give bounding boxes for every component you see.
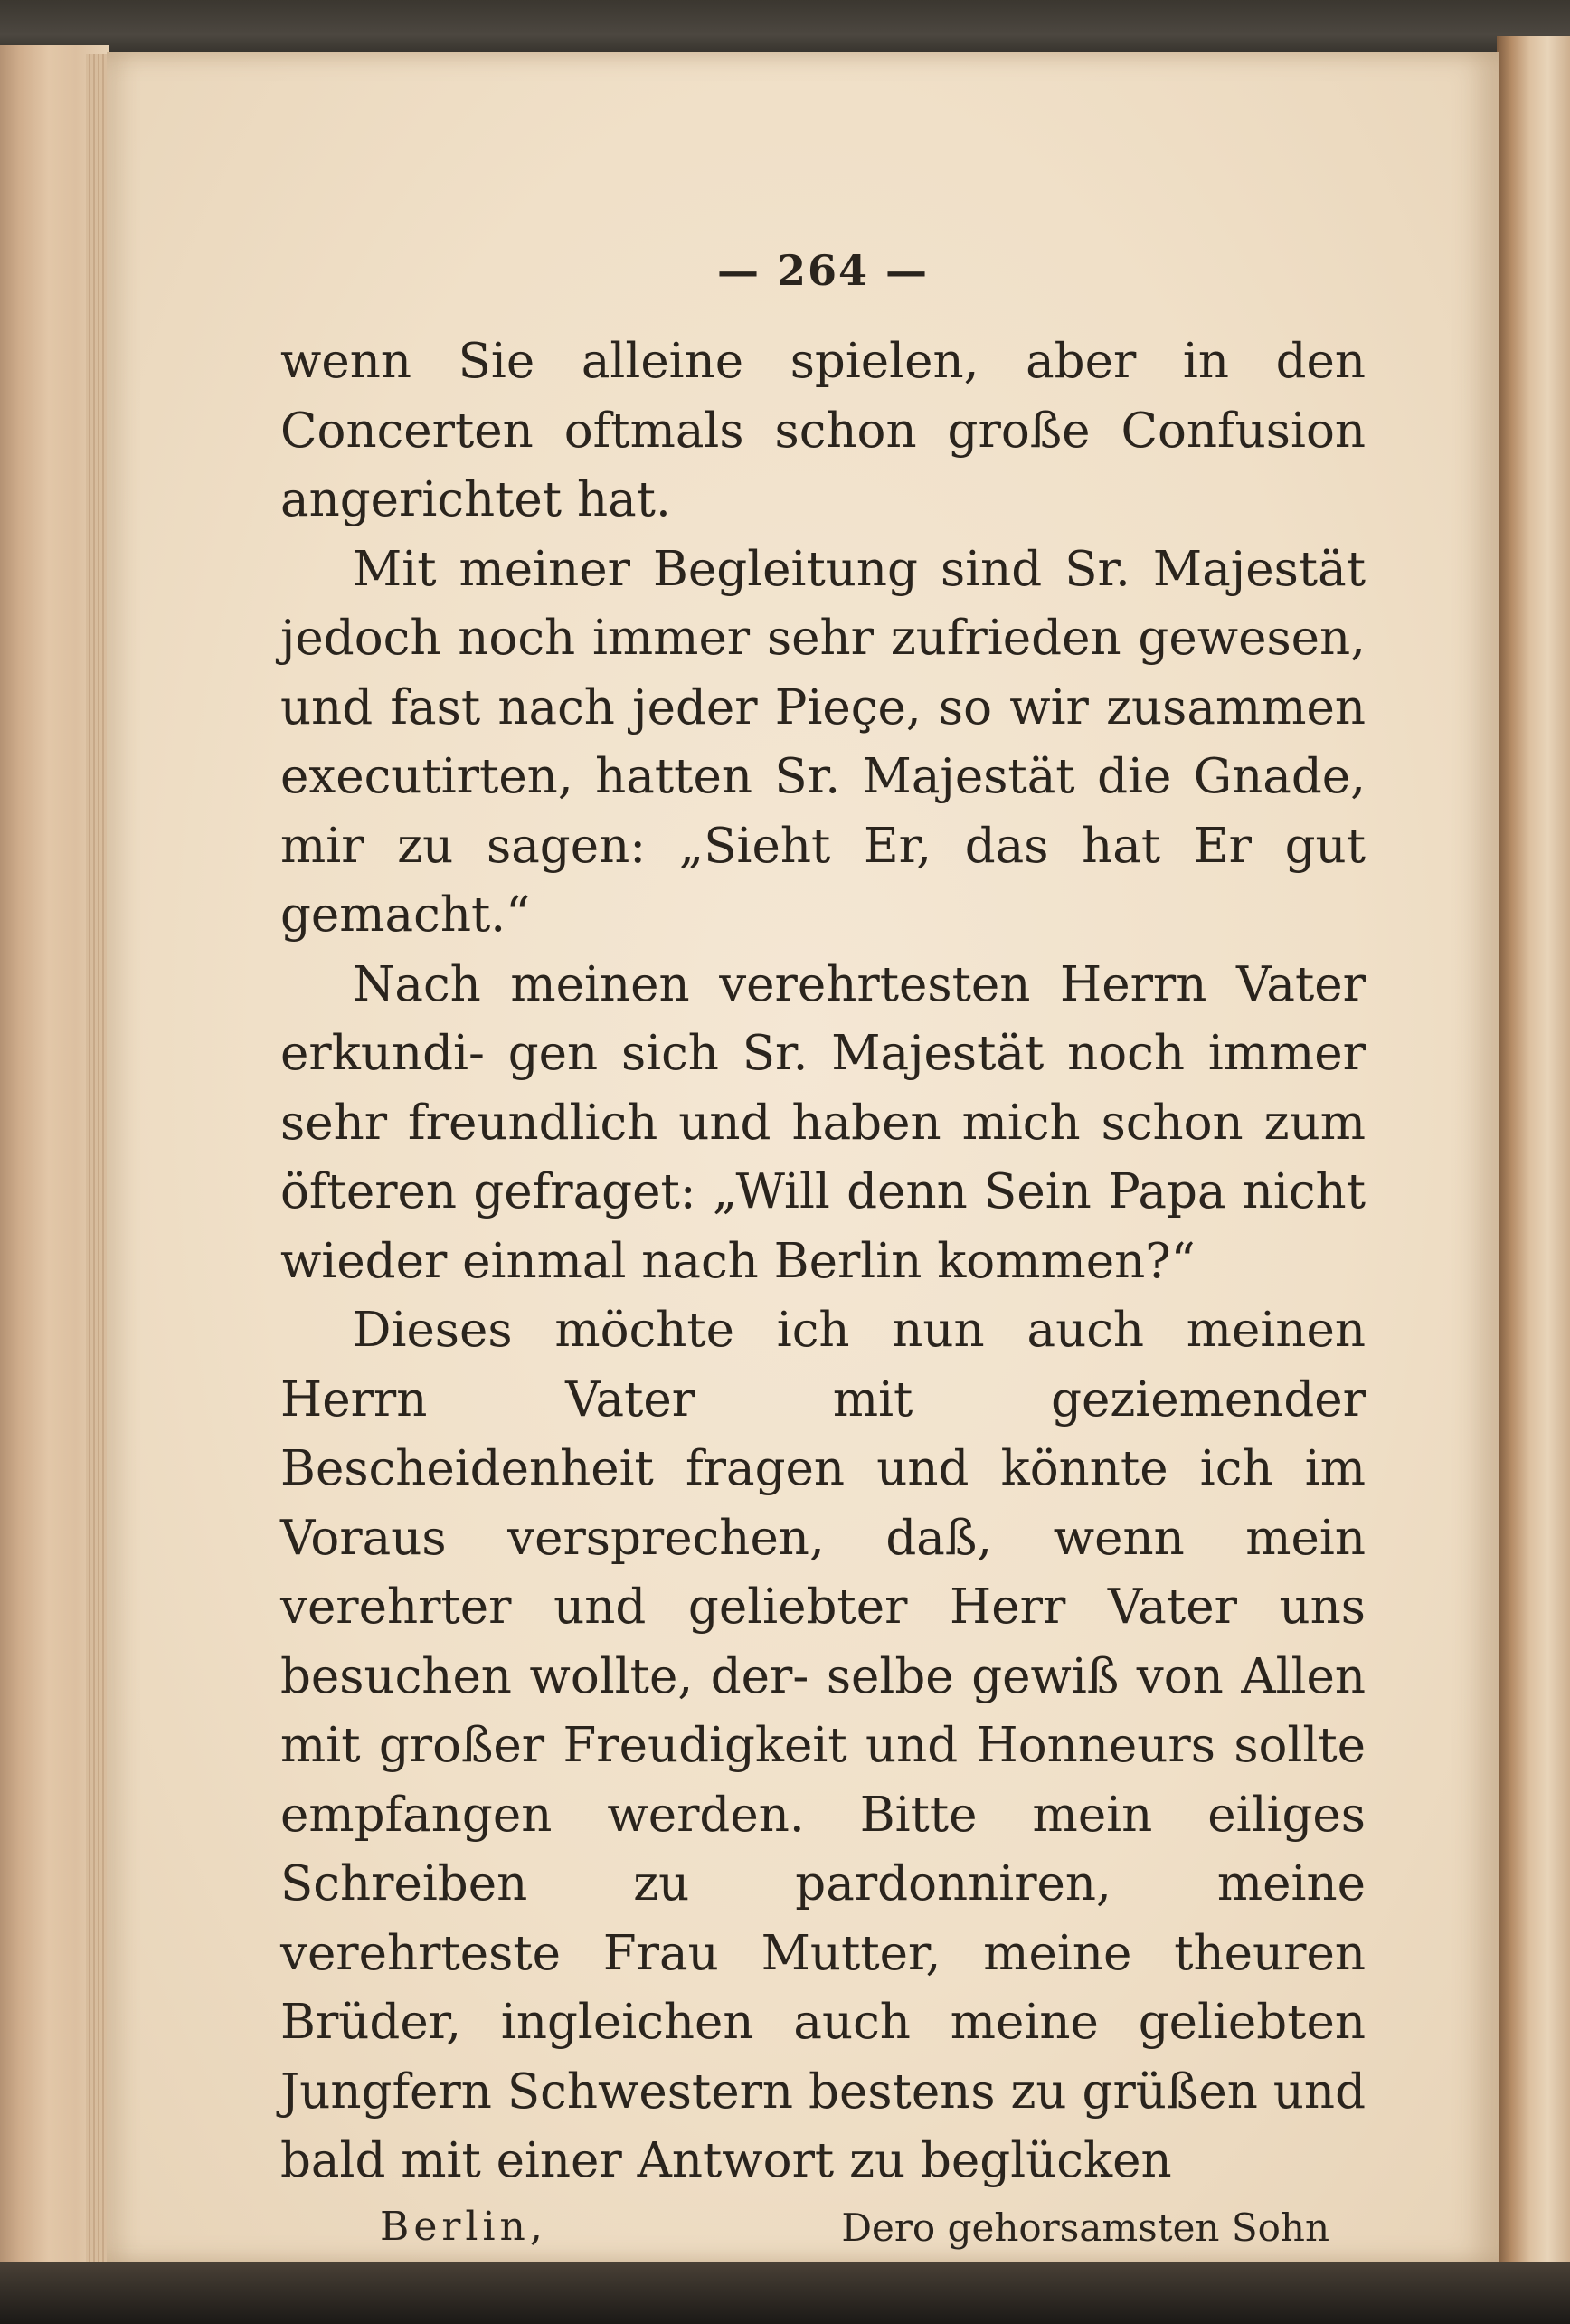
paragraph-1: wenn Sie alleine spielen, aber in den Concerten oftmals schon große Confusion angerichtet hat. <box>280 334 1366 527</box>
paragraph-3: Nach meinen verehrtesten Herrn Vater erkundi- gen sich Sr. Majestät noch immer sehr freundlich und haben mich schon zum öfteren gefraget: „Will denn Sein Papa nicht wieder einmal nach Berlin kommen?“ <box>280 956 1366 1289</box>
page-number: — 264 — <box>716 246 930 295</box>
closing-salutation: Dero gehorsamsten Sohn <box>841 2205 1329 2250</box>
bottom-shadow <box>0 2262 1570 2324</box>
body-text <box>280 327 1366 2196</box>
paragraph-4: Dieses möchte ich nun auch meinen Herrn Vater mit geziemender Bescheidenheit fragen und könnte ich im Voraus versprechen, daß, wenn mein verehrter und geliebter Herr Vater uns besuchen wollte, der- selbe gewiß von Allen mit großer Freudigkeit und Honneurs sollte empfangen werden. Bitte mein eiliges Schreiben zu pardonniren, meine verehrteste Frau Mutter, meine theuren Brüder, ingleichen auch meine geliebten Jungfern Schwestern bestens zu grüßen und bald mit einer Antwort zu beglücken <box>280 1303 1366 2188</box>
paragraph-2: Mit meiner Begleitung sind Sr. Majestät jedoch noch immer sehr zufrieden gewesen, und fast nach jeder Pieçe, so wir zusammen executirten, hatten Sr. Majestät die Gnade, mir zu sagen: „Sieht Er, das hat Er gut gemacht.“ <box>280 541 1366 943</box>
closing-place: Berlin, <box>380 2203 547 2250</box>
right-page-edge <box>1497 36 1570 2289</box>
page-text-block <box>280 226 1366 2324</box>
